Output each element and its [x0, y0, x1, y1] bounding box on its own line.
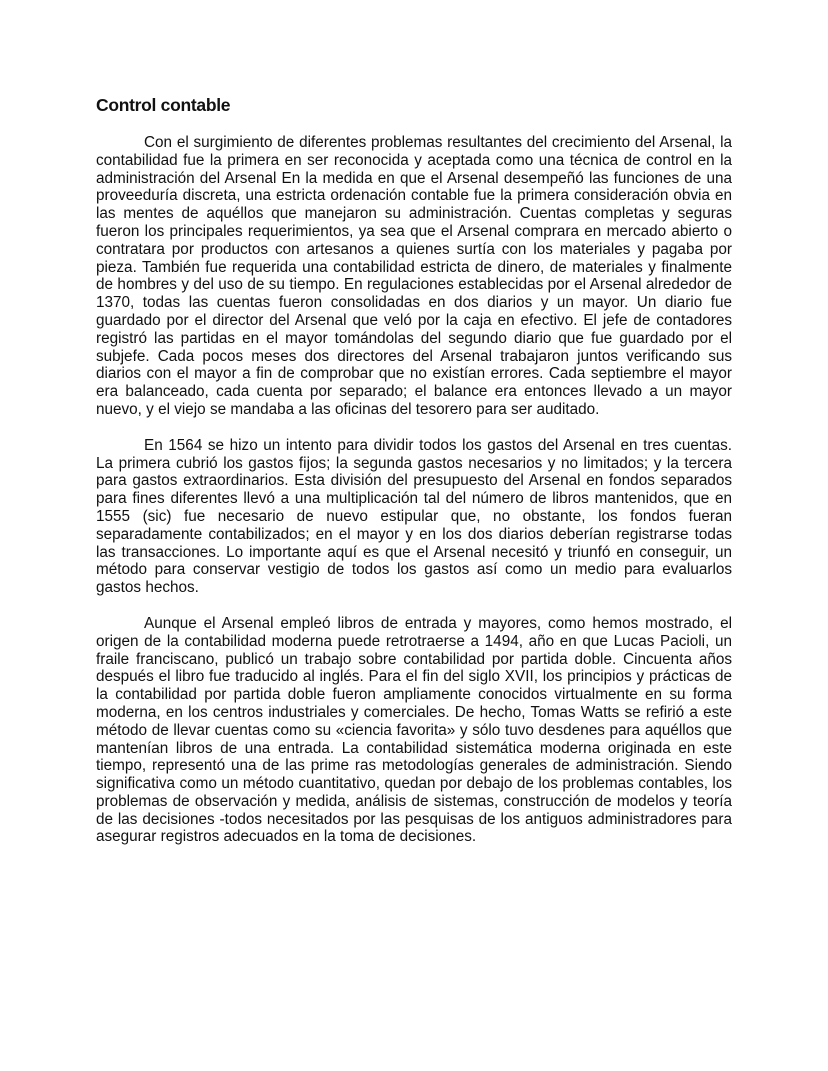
paragraph-3: Aunque el Arsenal empleó libros de entrada y mayores, como hemos mostrado, el origen de la contabilidad moderna puede retrotraerse a 1494, año en que Lucas Pacioli, un fraile franciscano, publicó un trabajo sobre contabilidad por partida doble. Cincuenta años después el libro fue traducido al inglés. Para el fin del siglo XVII, los principios y prácticas de la contabilidad por partida doble fueron ampliamente conocidos virtualmente en su forma moderna, en los centros industriales y comerciales. De hecho, Tomas Watts se refirió a este método de llevar cuentas como su «ciencia favorita» y sólo tuvo desdenes para aquéllos que mantenían libros de una entrada. La contabilidad sistemática moderna originada en este tiempo, representó una de las prime ras metodologías generales de administración. Siendo significativa como un método cuantitativo, quedan por debajo de los problemas contables, los problemas de observación y medida, análisis de sistemas, construcción de modelos y teoría de las decisiones -todos necesitados por las pesquisas de los antiguos administradores para asegurar registros adecuados en la toma de decisiones.	[96, 614, 732, 846]
section-heading: Control contable	[96, 95, 231, 115]
document-page	[96, 92, 732, 864]
paragraph-2: En 1564 se hizo un intento para dividir todos los gastos del Arsenal en tres cuentas. La primera cubrió los gastos fijos; la segunda gastos necesarios y no limitados; y la tercera para gastos extraordinarios. Esta división del presupuesto del Arsenal en fondos separados para fines diferentes llevó a una multiplicación tal del número de libros mantenidos, que en 1555 (sic) fue necesario de nuevo estipular que, no obstante, los fondos fueran separadamente contabilizados; en el mayor y en los dos diarios deberían registrarse todas las transacciones. Lo importante aquí es que el Arsenal necesitó y triunfó en conseguir, un método para conservar vestigio de todos los gastos así como un medio para evaluarlos gastos hechos.	[96, 436, 732, 597]
paragraph-1: Con el surgimiento de diferentes problemas resultantes del crecimiento del Arsenal, la contabilidad fue la primera en ser reconocida y aceptada como una técnica de control en la administración del Arsenal En la medida en que el Arsenal desempeñó las funciones de una proveeduría discreta, una estricta ordenación contable fue la primera consideración obvia en las mentes de aquéllos que manejaron su administración. Cuentas completas y seguras fueron los principales requerimientos, ya sea que el Arsenal comprara en mercado abierto o contratara por productos con artesanos a quienes surtía con los materiales y pagaba por pieza. También fue requerida una contabilidad estricta de dinero, de materiales y finalmente de hombres y del uso de su tiempo. En regulaciones establecidas por el Arsenal alrededor de 1370, todas las cuentas fueron consolidadas en dos diarios y un mayor. Un diario fue guardado por el director del Arsenal que veló por la caja en efectivo. El jefe de contadores registró las partidas en el mayor tomándolas del segundo diario que fue guardado por el subjefe. Cada pocos meses dos directores del Arsenal trabajaron juntos verificando sus diarios con el mayor a fin de comprobar que no existían errores. Cada septiembre el mayor era balanceado, cada cuenta por separado; el balance era entonces llevado a un mayor nuevo, y el viejo se mandaba a las oficinas del tesorero para ser auditado.	[96, 134, 732, 418]
